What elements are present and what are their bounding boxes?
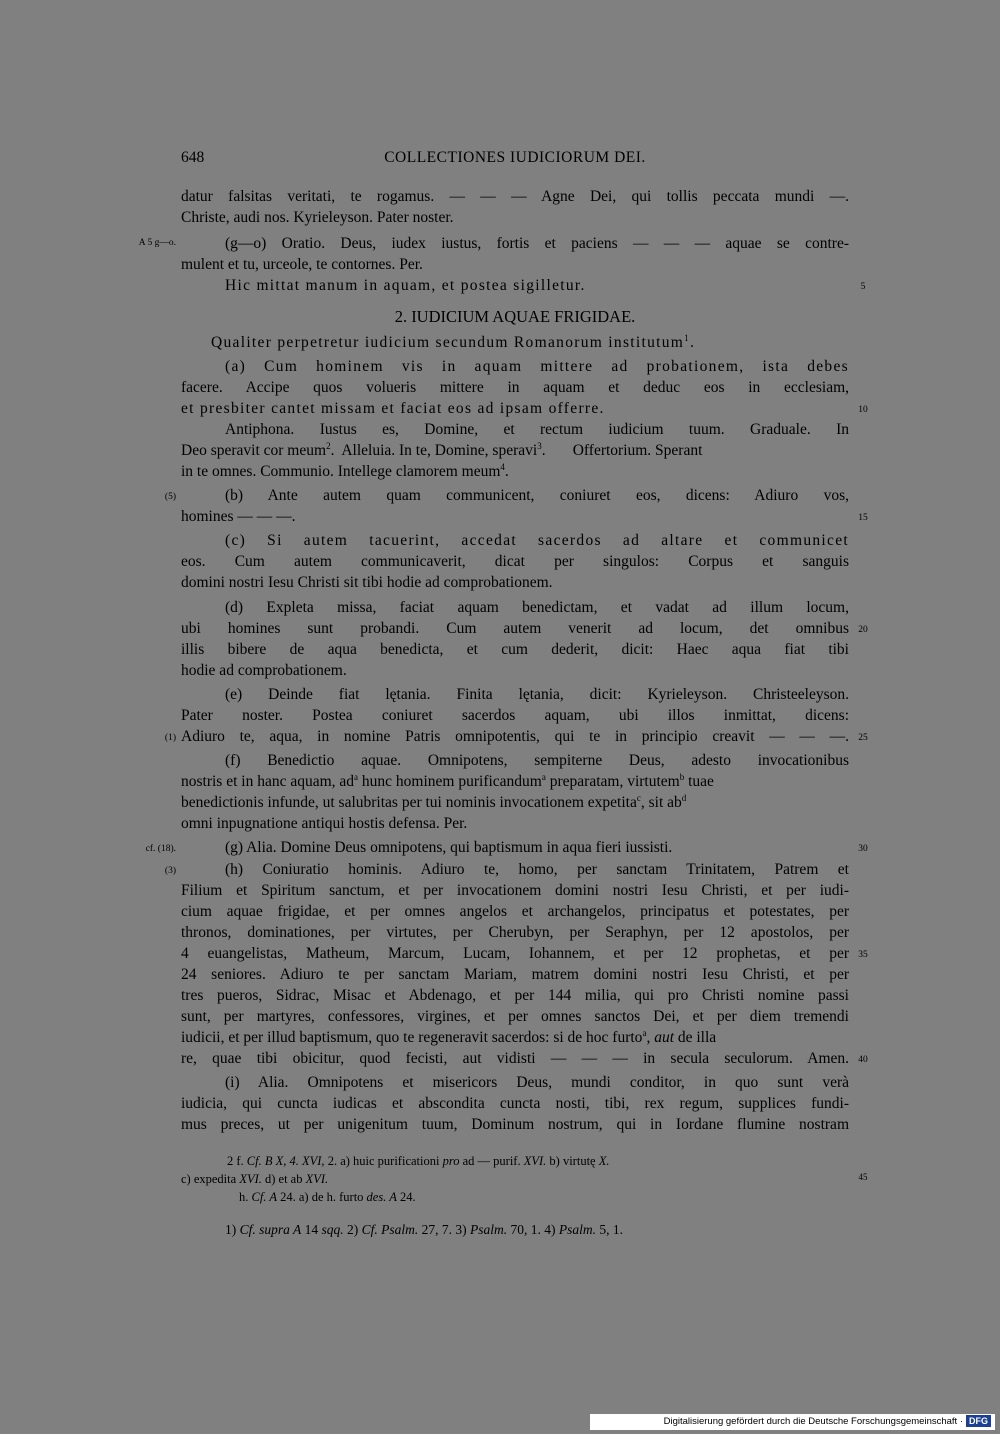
- text-line: (h) Coniuratio hominis. Adiuro te, homo, per sanctam Trinitatem, Patrem et: [225, 861, 849, 878]
- text-line: Deo speravit cor meum$^2$. Alleluia. In te, Domine, speravi$^3$. Offertorium. Sperant: [181, 440, 703, 459]
- line-number: 15: [858, 513, 868, 523]
- text-line: Christe, audi nos. Kyrieleyson. Pater noster.: [181, 209, 454, 226]
- text-line: (i) Alia. Omnipotens et misericors Deus, mundi conditor, in quo sunt verà: [225, 1074, 849, 1091]
- text-line: (g) Alia. Domine Deus omnipotens, qui baptismum in aqua fieri iussisti.: [225, 839, 673, 856]
- margin-note-left: cf. (18).: [145, 844, 176, 854]
- margin-note-left: (1): [164, 733, 176, 743]
- text-line: homines — — —.: [181, 508, 296, 525]
- text-line: datur falsitas veritati, te rogamus. — — — Agne Dei, qui tollis peccata mundi —.: [181, 188, 849, 205]
- text-line: Pater noster. Postea coniuret sacerdos aquam, ubi illos inmittat, dicens:: [181, 707, 849, 724]
- text-line: Filium et Spiritum sanctum, et per invocationem domini nostri Iesu Christi, et per iudi-: [181, 882, 849, 899]
- text-line: iudicii, et per illud baptismum, quo te regeneravit sacerdos: si de hoc furto$^a$, aut de illa: [181, 1027, 717, 1046]
- running-header: [181, 149, 849, 171]
- text-line: 4 euangelistas, Matheum, Marcum, Lucam, Iohannem, et per 12 prophetas, et per: [181, 945, 849, 962]
- text-line: (f) Benedictio aquae. Omnipotens, sempiterne Deus, adesto invocationibus: [225, 752, 849, 769]
- text-line: Hic mittat manum in aquam, et postea sigilletur.: [225, 277, 586, 294]
- text-line: ubi homines sunt probandi. Cum autem venerit ad locum, det omnibus: [181, 620, 849, 637]
- page-number: 648: [181, 149, 205, 166]
- critical-apparatus-line: h. Cf. A 24. a) de h. furto des. A 24.: [239, 1190, 416, 1204]
- text-line: (e) Deinde fiat lętania. Finita lętania, dicit: Kyrieleyson. Christeeleyson.: [225, 686, 849, 703]
- running-title: COLLECTIONES IUDICIORUM DEI.: [384, 149, 646, 166]
- text-line: tres pueros, Sidrac, Misac et Abdenago, et per 144 milia, qui pro Christi nomine passi: [181, 987, 849, 1004]
- text-line: in te omnes. Communio. Intellege clamorem meum$^4$.: [181, 461, 509, 480]
- text-line: cium aquae frigidae, et per omnes angelos et archangelos, principatus et potestates, per: [181, 903, 849, 920]
- text-line: benedictionis infunde, ut salubritas per tui nominis invocationem expetita$^c$, sit $ab^d$: [181, 792, 687, 811]
- funding-text: Digitalisierung gefördert durch die Deutsche Forschungsgemeinschaft ·: [663, 1416, 963, 1427]
- text-line: (a) Cum hominem vis in aquam mittere ad probationem, ista debes: [225, 358, 849, 375]
- text-line: re, quae tibi obicitur, quod fecisti, aut vidisti — — — in secula seculorum. Amen.: [181, 1050, 849, 1067]
- section-subtitle: Qualiter perpetretur iudicium secundum Romanorum institutum$^1$.: [211, 332, 696, 351]
- text-line: mulent et tu, urceole, te contornes. Per.: [181, 256, 423, 273]
- critical-apparatus-line: 2 f. Cf. B X, 4. XVI, 2. a) huic purificationi pro ad — purif. XVI. b) virtutę X.: [227, 1154, 610, 1168]
- source-footnotes: 1) Cf. supra A 14 sqq. 2) Cf. Psalm. 27, 7. 3) Psalm. 70, 1. 4) Psalm. 5, 1.: [225, 1222, 624, 1237]
- text-line: illis bibere de aqua benedicta, et cum dederit, dicit: Haec aqua fiat tibi: [181, 641, 849, 658]
- line-number: 35: [858, 950, 868, 960]
- line-number: 10: [858, 405, 868, 415]
- critical-apparatus-line: c) expedita XVI. d) et ab XVI.: [181, 1172, 329, 1186]
- text-line: Adiuro te, aqua, in nomine Patris omnipotentis, qui te in principio creavit — — —.: [181, 728, 849, 745]
- text-line: Antiphona. Iustus es, Domine, et rectum iudicium tuum. Graduale. In: [225, 421, 849, 438]
- text-line: 24 seniores. Adiuro te per sanctam Mariam, matrem domini nostri Iesu Christi, et per: [181, 966, 849, 983]
- text-line: thronos, dominationes, per virtutes, per Cherubyn, per Seraphyn, per 12 apostolos, per: [181, 924, 849, 941]
- text-line: iudicia, qui cuncta iudicas et abscondita cuncta nosti, tibi, rex regum, supplices fundi-: [181, 1095, 849, 1112]
- margin-note-left: (5): [164, 492, 176, 502]
- margin-note-left: A 5 g—o.: [138, 238, 176, 248]
- section-heading: 2. IUDICIUM AQUAE FRIGIDAE.: [394, 307, 636, 326]
- text-line: (b) Ante autem quam communicent, coniuret eos, dicens: Adiuro vos,: [225, 487, 849, 504]
- text-line: (d) Expleta missa, faciat aquam benedictam, et vadat ad illum locum,: [225, 599, 849, 616]
- text-line: eos. Cum autem communicaverit, dicat per singulos: Corpus et sanguis: [181, 553, 849, 570]
- line-number: 40: [858, 1055, 868, 1065]
- text-line: nostris et in hanc aquam, $ad^a$ hunc hominem purificandum$^a$ preparatam, virtutem$^b$ tuae: [181, 771, 714, 790]
- dfg-logo: DFG: [966, 1415, 991, 1427]
- text-line: et presbiter cantet missam et faciat eos ad ipsam offerre.: [181, 400, 605, 417]
- margin-note-left: (3): [164, 866, 176, 876]
- text-line: omni inpugnatione antiqui hostis defensa. Per.: [181, 815, 468, 832]
- text-line: hodie ad comprobationem.: [181, 662, 347, 679]
- text-line: (g—o) Oratio. Deus, iudex iustus, fortis et paciens — — — aquae se contre-: [225, 235, 849, 252]
- line-number: 5: [860, 282, 866, 292]
- funding-footer: [590, 1414, 995, 1430]
- text-line: mus preces, ut per unigenitum tuum, Dominum nostrum, qui in Iordane flumine nostram: [181, 1116, 849, 1133]
- line-number: 20: [858, 625, 868, 635]
- line-number: 45: [858, 1172, 868, 1182]
- text-line: facere. Accipe quos volueris mittere in aquam et deduc eos in ecclesiam,: [181, 379, 849, 396]
- text-line: (c) Si autem tacuerint, accedat sacerdos ad altare et communicet: [225, 532, 849, 549]
- text-line: sunt, per martyres, confessores, virgines, et per omnes sanctos Dei, et per diem tremendi: [181, 1008, 849, 1025]
- text-line: domini nostri Iesu Christi sit tibi hodie ad comprobationem.: [181, 574, 553, 591]
- line-number: 30: [858, 844, 868, 854]
- line-number: 25: [858, 733, 868, 743]
